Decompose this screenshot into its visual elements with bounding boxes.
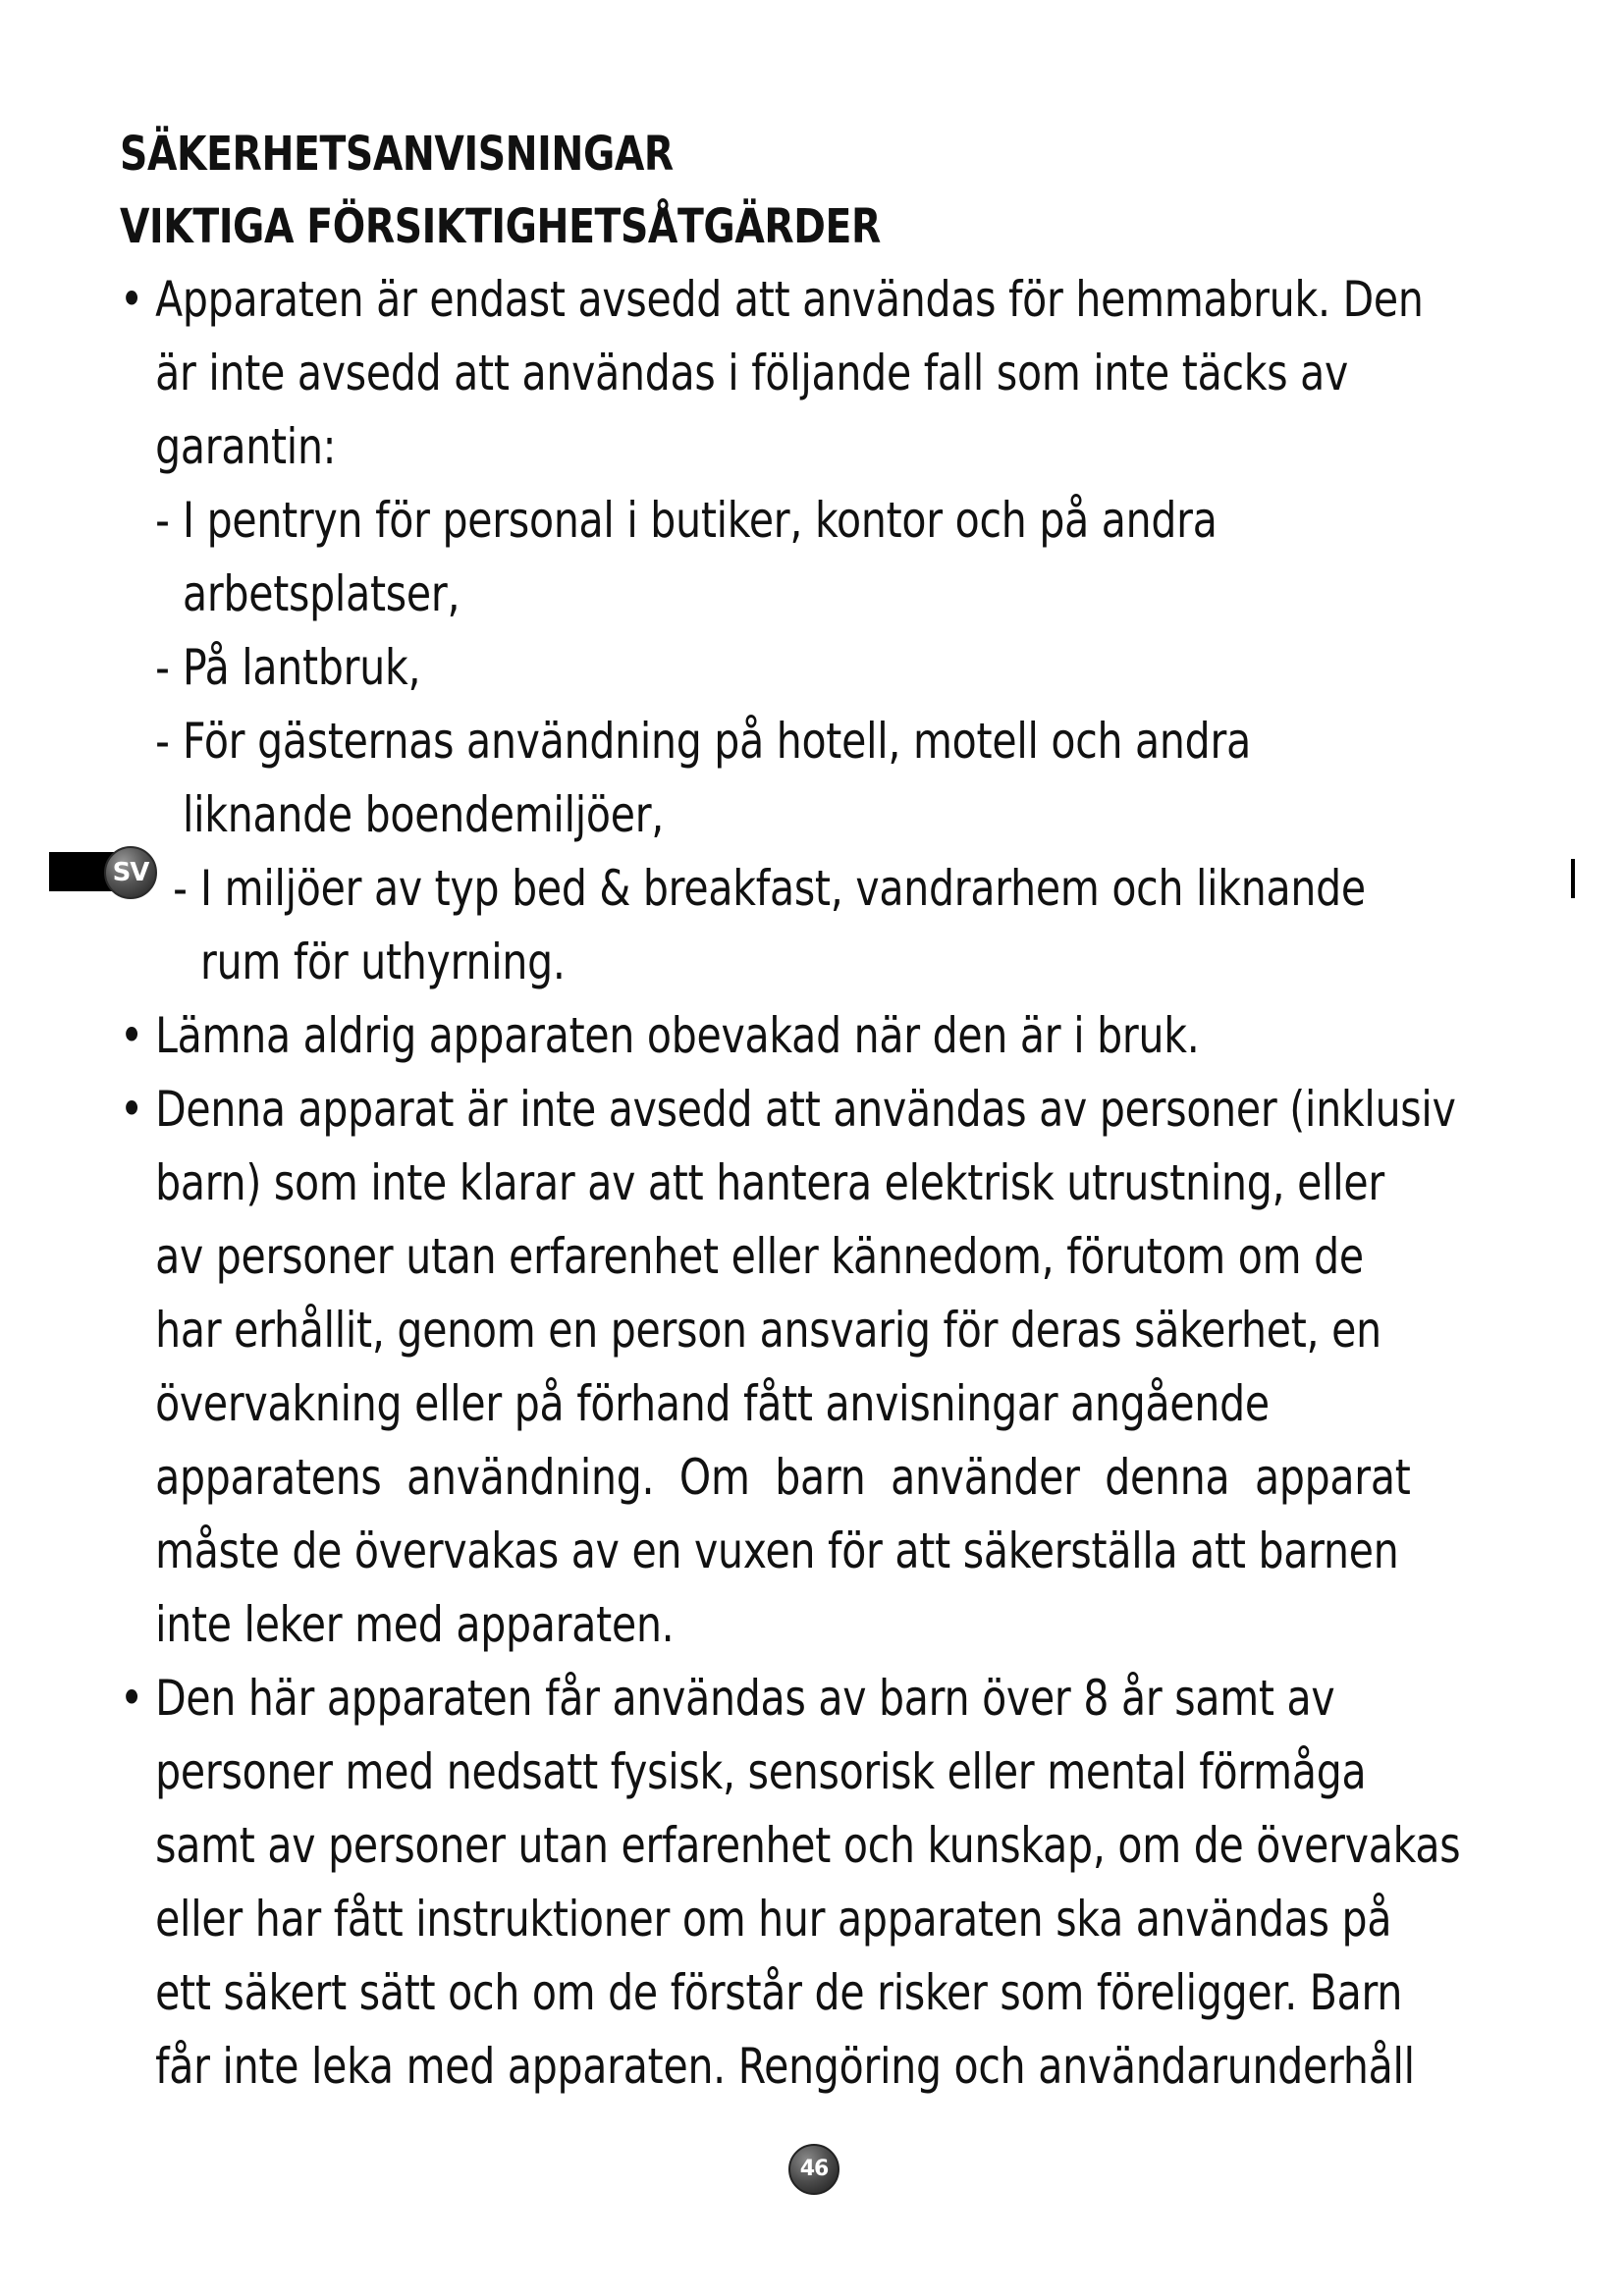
bullet-line: Denna apparat är inte avsedd att användas av personer (inklusiv: [155, 1081, 1456, 1138]
sub-item-bed-and-breakfast: [120, 852, 1624, 999]
dash-icon: -: [155, 639, 170, 696]
sub-item-line: liknande boendemiljöer,: [182, 786, 665, 843]
language-badge: SV: [104, 846, 157, 899]
sub-item-line: För gästernas användning på hotell, motell och andra: [182, 713, 1251, 770]
section-title: SÄKERHETSANVISNINGAR: [120, 127, 674, 182]
sub-item-line: På lantbruk,: [182, 639, 421, 696]
bullet-line: ett säkert sätt och om de förstår de risker som föreligger. Barn: [155, 1964, 1403, 2021]
sub-item-line: I miljöer av typ bed & breakfast, vandrarhem och liknande: [200, 860, 1366, 917]
sub-item-line: arbetsplatser,: [182, 565, 460, 622]
bullet-item-persons: [120, 1073, 1580, 1662]
instructions-list: [120, 263, 1593, 2104]
page-number-badge: 46: [788, 2144, 839, 2195]
bullet-line: inte leker med apparaten.: [155, 1596, 675, 1653]
sub-item-farms: [120, 631, 1607, 705]
safety-section: [120, 118, 1593, 2104]
sub-item-staff-kitchens: [120, 484, 1607, 631]
bullet-line: personer med nedsatt fysisk, sensorisk eller mental förmåga: [155, 1743, 1367, 1800]
bullet-icon: •: [120, 1007, 143, 1064]
bullet-line: samt av personer utan erfarenhet och kunskap, om de övervakas: [155, 1817, 1461, 1874]
bullet-item-children: [120, 1662, 1580, 2104]
sub-item-line: rum för uthyrning.: [200, 934, 566, 990]
sub-item-line: I pentryn för personal i butiker, kontor och på andra: [182, 492, 1218, 549]
page-edge-mark: [1571, 859, 1575, 898]
dash-icon: -: [155, 492, 170, 549]
bullet-icon: •: [120, 1670, 143, 1727]
bullet-line: Lämna aldrig apparaten obevakad när den är i bruk.: [155, 1007, 1200, 1064]
bullet-line: Apparaten är endast avsedd att användas för hemmabruk. Den: [155, 271, 1424, 328]
sub-item-hotels: [120, 705, 1607, 852]
bullet-icon: •: [120, 1081, 143, 1138]
bullet-line: eller har fått instruktioner om hur apparaten ska användas på: [155, 1891, 1392, 1948]
bullet-line: av personer utan erfarenhet eller kännedom, förutom om de: [155, 1228, 1364, 1285]
section-subtitle: VIKTIGA FÖRSIKTIGHETSÅTGÄRDER: [120, 199, 881, 254]
dash-icon: -: [155, 713, 170, 770]
bullet-line: garantin:: [155, 418, 337, 475]
bullet-item-unattended: [120, 999, 1580, 1073]
bullet-line: apparatens användning. Om barn använder denna apparat: [155, 1449, 1411, 1506]
bullet-line: har erhållit, genom en person ansvarig för deras säkerhet, en: [155, 1302, 1381, 1359]
bullet-line: får inte leka med apparaten. Rengöring och användarunderhåll: [155, 2038, 1415, 2095]
bullet-line: övervakning eller på förhand fått anvisningar angående: [155, 1375, 1270, 1432]
bullet-line: är inte avsedd att användas i följande fall som inte täcks av: [155, 345, 1349, 401]
bullet-line: barn) som inte klarar av att hantera elektrisk utrustning, eller: [155, 1154, 1384, 1211]
dash-icon: -: [173, 860, 188, 917]
bullet-line: måste de övervakas av en vuxen för att säkerställa att barnen: [155, 1522, 1399, 1579]
bullet-item-household: [120, 263, 1580, 484]
bullet-line: Den här apparaten får användas av barn över 8 år samt av: [155, 1670, 1335, 1727]
bullet-icon: •: [120, 271, 143, 328]
